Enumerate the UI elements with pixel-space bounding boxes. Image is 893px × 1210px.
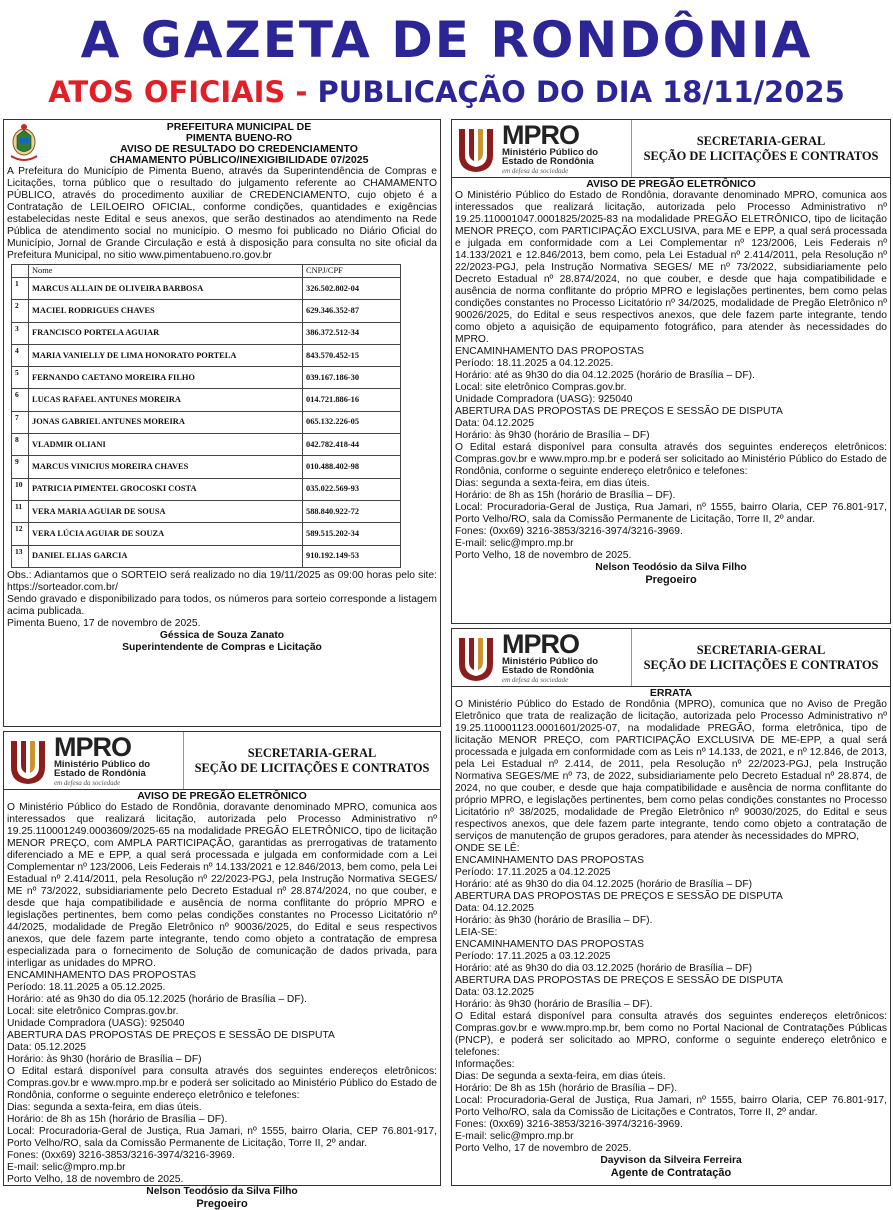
section-heading bbox=[184, 732, 440, 789]
mpro-tagline: em defesa da sociedade bbox=[54, 778, 121, 787]
notice-heading bbox=[41, 122, 437, 166]
row-number-cell: 7 bbox=[12, 411, 29, 433]
text-line: ABERTURA DAS PROPOSTAS DE PREÇOS E SESSÃO DE DISPUTA bbox=[455, 975, 783, 986]
mpro-wordmark bbox=[502, 119, 599, 176]
text-line: Período: 18.11.2025 a 04.12.2025. bbox=[455, 358, 614, 369]
secretaria-geral-label: SECRETARIA-GERAL bbox=[247, 745, 377, 760]
text-line: Fones: (0xx69) 3216-3853/3216-3974/3216-3969. bbox=[455, 1119, 683, 1130]
text-line: ABERTURA DAS PROPOSTAS DE PREÇOS E SESSÃO DE DISPUTA bbox=[455, 891, 783, 902]
hours-lines bbox=[455, 1059, 887, 1095]
text-line: Horário: às 9h30 (horário de Brasília – DF). bbox=[455, 915, 653, 926]
mpro-acronym: MPRO bbox=[502, 119, 579, 150]
row-number-cell: 8 bbox=[12, 434, 29, 456]
date-location: Pimenta Bueno, 17 de novembro de 2025. bbox=[7, 617, 201, 629]
notice-title: AVISO DE PREGÃO ELETRÔNICO bbox=[137, 790, 307, 802]
cnpj-cell: 010.488.402-98 bbox=[303, 456, 401, 478]
mpro-errata-notice bbox=[451, 628, 891, 1186]
cnpj-cell: 386.372.512-34 bbox=[303, 322, 401, 344]
signatory-role: Superintendente de Compras e Licitação bbox=[122, 641, 322, 653]
mpro-emblem-icon bbox=[8, 737, 48, 785]
text-line: ENCAMINHAMENTO DAS PROPOSTAS bbox=[455, 939, 644, 950]
signatory-name: Géssica de Souza Zanato bbox=[159, 629, 285, 641]
edition-subtitle bbox=[0, 72, 893, 112]
name-cell: PATRICIA PIMENTEL GROCOSKI COSTA bbox=[29, 478, 303, 500]
text-line: Período: 17.11.2025 a 04.12.2025 bbox=[455, 867, 611, 878]
text-line: ENCAMINHAMENTO DAS PROPOSTAS bbox=[7, 970, 196, 981]
candidates-table-body bbox=[12, 278, 401, 568]
cnpj-cell: 042.782.418-44 bbox=[303, 434, 401, 456]
signatory-name: Nelson Teodósio da Silva Filho bbox=[595, 562, 747, 573]
intro-paragraph: O Ministério Público do Estado de Rondônia (MPRO), comunica que no Aviso de Pregão Eletrônico que trata de realização de licitação, autorizada pelo Processo Administrativo nº 19.25.110001123.0001601/2025-07, na modalidade PREGÃO, forma eletrônica, tipo de licitação MENOR PREÇO, com PARTICIPAÇÃO EXCLUSIVA DE ME-EPP, a qual será processada e julgada em conformidade com as Leis nº 14.133, de 2021, e nº 12.846, de 2013, pela Lei Estadual nº 2.414, de 2011, pela Resolução nº 22/2023-PGJ, pela Instrução Normativa SEGES/ME nº 73, de 2022, subsidiariamente pelo Decreto Estadual nº 28.874, de 2024, no que couber, e desde que haja compatibilidade e ausência de norma conflitante do próprio MPRO, e legislações pertinentes, bem como pelas condições constantes no Processo Licitatório nº 38/2025, modalidade de Pregão Eletrônico nº 90030/2025, do Edital e seus respectivos anexos, que dele fazem parte integrante, tendo como objeto a contratação de serviços de manutenção de grupos geradores, para atender às necessidades do MPRO, bbox=[455, 699, 887, 842]
mpro-header bbox=[452, 629, 890, 687]
table-row bbox=[12, 278, 401, 300]
name-cell: MARIA VANIELLY DE LIMA HONORATO PORTELA bbox=[29, 344, 303, 366]
text-line: Fones: (0xx69) 3216-3853/3216-3974/3216-3969. bbox=[455, 526, 683, 537]
row-number-cell: 9 bbox=[12, 456, 29, 478]
name-cell: FERNANDO CAETANO MOREIRA FILHO bbox=[29, 367, 303, 389]
mpro-tagline: em defesa da sociedade bbox=[502, 675, 569, 684]
hours-lines bbox=[455, 478, 887, 502]
secretaria-geral-label: SECRETARIA-GERAL bbox=[696, 133, 826, 148]
row-number-cell: 6 bbox=[12, 389, 29, 411]
table-row bbox=[12, 367, 401, 389]
number-column-header bbox=[12, 265, 29, 278]
pimenta-bueno-notice bbox=[3, 119, 441, 727]
schedule-lines bbox=[455, 346, 887, 442]
row-number-cell: 10 bbox=[12, 478, 29, 500]
newspaper-title: A GAZETA DE RONDÔNIA bbox=[80, 11, 813, 69]
notice-body bbox=[4, 166, 440, 654]
text-line: Dias: segunda a sexta-feira, em dias úteis. bbox=[7, 1102, 202, 1113]
table-row bbox=[12, 478, 401, 500]
edital-paragraph: O Edital estará disponível para consulta através dos seguintes endereços eletrônicos: Compras.gov.br e www.mpro.mp.br e poderá ser solicitado ao Ministério Público do Estado de Rondônia, conforme o seguinte endereço eletrônico e telefones: bbox=[7, 1066, 437, 1101]
cnpj-cell: 326.502.802-04 bbox=[303, 278, 401, 300]
heading-line-2: PIMENTA BUENO-RO bbox=[185, 132, 293, 144]
name-cell: FRANCISCO PORTELA AGUIAR bbox=[29, 322, 303, 344]
cnpj-cell: 014.721.886-16 bbox=[303, 389, 401, 411]
heading-line-4: CHAMAMENTO PÚBLICO/INEXIGIBILIDADE 07/2025 bbox=[109, 154, 369, 166]
notice-body bbox=[452, 699, 890, 1179]
hours-lines bbox=[7, 1102, 437, 1126]
edital-paragraph: O Edital estará disponível para consulta através dos seguintes endereços eletrônicos: Compras.gov.br e www.mpro.mp.br e poderá ser solicitado ao Ministério Público do Estado de Rondônia, conforme o seguinte endereço eletrônico e telefones: bbox=[455, 442, 887, 477]
obs-paragraph: Obs.: Adiantamos que o SORTEIO será realizado no dia 19/11/2025 as 09:00 horas pelo site: https://sorteador.com.br/ bbox=[7, 569, 437, 593]
contact-lines bbox=[7, 1150, 437, 1186]
mpro-header bbox=[452, 120, 890, 178]
table-row bbox=[12, 322, 401, 344]
publication-date-label: PUBLICAÇÃO DO DIA 18/11/2025 bbox=[317, 75, 845, 109]
name-cell: MARCUS VINICIUS MOREIRA CHAVES bbox=[29, 456, 303, 478]
table-row bbox=[12, 389, 401, 411]
name-cell: VLADMIR OLIANI bbox=[29, 434, 303, 456]
mpro-logo bbox=[4, 732, 184, 789]
licitacoes-section-label: SEÇÃO DE LICITAÇÕES E CONTRATOS bbox=[643, 657, 879, 672]
text-line: Horário: às 9h30 (horário de Brasília – DF) bbox=[7, 1054, 202, 1065]
table-row bbox=[12, 545, 401, 567]
text-line: Fones: (0xx69) 3216-3853/3216-3974/3216-3969. bbox=[7, 1150, 235, 1161]
signatory-role: Pregoeiro bbox=[196, 1198, 248, 1210]
atos-oficiais-label: ATOS OFICIAIS bbox=[48, 75, 286, 109]
text-line: Unidade Compradora (UASG): 925040 bbox=[455, 394, 633, 405]
mpro-name-line-2: Estado de Rondônia bbox=[502, 665, 594, 676]
signatory-role: Pregoeiro bbox=[645, 574, 697, 586]
table-header-row bbox=[12, 265, 401, 278]
mpro-name-line-1: Ministério Público do bbox=[54, 758, 151, 770]
mpro-header bbox=[4, 732, 440, 790]
text-line: Horário: às 9h30 (horário de Brasília – DF). bbox=[455, 999, 653, 1010]
text-line: ABERTURA DAS PROPOSTAS DE PREÇOS E SESSÃO DE DISPUTA bbox=[7, 1030, 335, 1041]
mpro-emblem-icon bbox=[456, 125, 496, 173]
text-line: Local: site eletrônico Compras.gov.br. bbox=[455, 382, 627, 393]
intro-paragraph: O Ministério Público do Estado de Rondônia, doravante denominado MPRO, comunica aos interessados que realizará licitação, autorizada pelo Processo Administrativo nº 19.25.110001047.0001825/2025-83 na modalidade PREGÃO ELETRÔNICO, tipo de licitação MENOR PREÇO, com PARTICIPAÇÃO EXCLUSIVA, para ME e EPP, a qual será processada e julgada em conformidade com a Lei Complementar nº 123/2006, Leis Federais nº 14.133/2021 e 12.846/2013, bem como, pela Lei Estadual nº 2.414/2011, pela Resolução nº 22/2023-PGJ, pela Instrução Normativa SEGES/ ME nº 73/2022, subsidiariamente pelo Decreto Estadual nº 28.874/2024, no que couber, e desde que haja compatibilidade e ausência de norma conflitante do próprio MPRO e legislações pertinentes, bem como pelas condições constantes no Processo Licitatório nº 34/2025, modalidade de Pregão Eletrônico nº 90026/2025, do Edital e seus respectivos anexos, que dele fazem parte integrante, tendo como objeto a aquisição de equipamento fotográfico, para atender às necessidades do MPRO. bbox=[455, 190, 887, 345]
licitacoes-section-label: SEÇÃO DE LICITAÇÕES E CONTRATOS bbox=[643, 148, 879, 163]
row-number-cell: 5 bbox=[12, 367, 29, 389]
name-cell: MACIEL RODRIGUES CHAVES bbox=[29, 300, 303, 322]
name-cell: DANIEL ELIAS GARCIA bbox=[29, 545, 303, 567]
cnpj-cell: 588.840.922-72 bbox=[303, 500, 401, 522]
table-row bbox=[12, 456, 401, 478]
cnpj-cell: 039.167.186-30 bbox=[303, 367, 401, 389]
text-line: Horário: até as 9h30 do dia 04.12.2025 (horário de Brasília – DF) bbox=[455, 879, 753, 890]
cnpj-cell: 629.346.352-87 bbox=[303, 300, 401, 322]
row-number-cell: 3 bbox=[12, 322, 29, 344]
text-line: Dias: De segunda a sexta-feira, em dias úteis. bbox=[455, 1071, 666, 1082]
text-line: Horário: de 8h as 15h (horário de Brasília – DF). bbox=[455, 490, 676, 501]
text-line: Informações: bbox=[455, 1059, 515, 1070]
address-paragraph: Local: Procuradoria-Geral de Justiça, Rua Jamari, nº 1555, bairro Olaria, CEP 76.801-917, Porto Velho/RO, sala da Comissão Permanente de Licitação, Torre II, 2º andar. bbox=[455, 502, 887, 525]
notice-body bbox=[452, 190, 890, 586]
text-line: Unidade Compradora (UASG): 925040 bbox=[7, 1018, 185, 1029]
obs-paragraph-2: Sendo gravado e disponibilizado para todos, os números para sorteio corresponde a listagem acima publicada. bbox=[7, 593, 437, 617]
notice-title: AVISO DE PREGÃO ELETRÔNICO bbox=[586, 178, 756, 190]
text-line: E-mail: selic@mpro.mp.br bbox=[455, 1131, 574, 1142]
table-row bbox=[12, 434, 401, 456]
table-row bbox=[12, 523, 401, 545]
signatory-name: Nelson Teodósio da Silva Filho bbox=[146, 1186, 298, 1197]
text-line: Data: 03.12.2025 bbox=[455, 987, 535, 998]
cnpj-column-header: CNPJ/CPF bbox=[303, 265, 401, 278]
text-line: Horário: às 9h30 (horário de Brasília – DF) bbox=[455, 430, 650, 441]
signatory-role: Agente de Contratação bbox=[610, 1167, 732, 1179]
row-number-cell: 2 bbox=[12, 300, 29, 322]
section-heading bbox=[632, 120, 890, 177]
address-paragraph: Local: Procuradoria-Geral de Justiça, Rua Jamari, nº 1555, bairro Olaria, CEP 76.801-917, Porto Velho/RO, sala da Comissão Permanente de Licitação, Torre II, 2º andar. bbox=[7, 1126, 437, 1149]
mpro-acronym: MPRO bbox=[54, 731, 131, 762]
row-number-cell: 13 bbox=[12, 545, 29, 567]
mpro-wordmark bbox=[502, 628, 599, 685]
row-number-cell: 4 bbox=[12, 344, 29, 366]
municipal-coat-of-arms-icon bbox=[7, 122, 41, 166]
table-row bbox=[12, 344, 401, 366]
licitacoes-section-label: SEÇÃO DE LICITAÇÕES E CONTRATOS bbox=[194, 760, 430, 775]
text-line: Porto Velho, 18 de novembro de 2025. bbox=[455, 550, 632, 561]
text-line: Horário: até as 9h30 do dia 03.12.2025 (horário de Brasília – DF) bbox=[455, 963, 753, 974]
intro-paragraph: A Prefeitura do Município de Pimenta Bueno, através da Superintendência de Compras e Licitações, torna público que o resultado do julgamento referente ao CHAMAMENTO PÚBLICO, através do procedimento auxiliar de CREDENCIAMENTO, cujo objeto é a Contratação de LEILOEIRO OFICIAL, conforme condições, quantidades e exigências estabelecidas neste Edital e seus anexos, que serão destinados ao atendimento na Rede Pública de atendimento social no município. O mesmo foi publicado no Diário Oficial do Município, Jornal de Grande Circulação e está à disposição para consulta no site oficial da Prefeitura Municipal, no sitio www.pimentabueno.ro.gov.br bbox=[7, 166, 437, 261]
cnpj-cell: 843.570.452-15 bbox=[303, 344, 401, 366]
edital-paragraph: O Edital estará disponível para consulta através dos seguintes endereços eletrônicos: Compras.gov.br e www.mpro.mp.br, bem como no Portal Nacional de Contratações Públicas (PNCP), e poderá ser solicitado ao MPRO, conforme o seguinte endereço eletrônico e telefones: bbox=[455, 1011, 887, 1058]
row-number-cell: 1 bbox=[12, 278, 29, 300]
section-heading bbox=[632, 629, 890, 686]
text-line: ONDE SE LÊ: bbox=[455, 843, 520, 854]
name-cell: JONAS GABRIEL ANTUNES MOREIRA bbox=[29, 411, 303, 433]
secretaria-geral-label: SECRETARIA-GERAL bbox=[696, 642, 826, 657]
text-line: E-mail: selic@mpro.mp.br bbox=[7, 1162, 126, 1173]
text-line: Dias: segunda a sexta-feira, em dias úteis. bbox=[455, 478, 650, 489]
name-cell: VERA LÚCIA AGUIAR DE SOUZA bbox=[29, 523, 303, 545]
schedule-lines bbox=[455, 843, 887, 1011]
name-cell: LUCAS RAFAEL ANTUNES MOREIRA bbox=[29, 389, 303, 411]
cnpj-cell: 910.192.149-53 bbox=[303, 545, 401, 567]
schedule-lines bbox=[7, 970, 437, 1066]
masthead bbox=[0, 0, 893, 118]
address-paragraph: Local: Procuradoria-Geral de Justiça, Rua Jamari, nº 1555, bairro Olaria, CEP 76.801-917, Porto Velho/RO, sala da Comissão de Licitações e Contratos, Torre II, 2º andar. bbox=[455, 1095, 887, 1118]
text-line: Período: 17.11.2025 a 03.12.2025 bbox=[455, 951, 611, 962]
text-line: Horário: até as 9h30 do dia 04.12.2025 (horário de Brasília – DF). bbox=[455, 370, 755, 381]
text-line: Data: 05.12.2025 bbox=[7, 1042, 87, 1053]
text-line: Porto Velho, 17 de novembro de 2025. bbox=[455, 1143, 632, 1154]
mpro-tagline: em defesa da sociedade bbox=[502, 166, 569, 175]
contact-lines bbox=[455, 1119, 887, 1155]
text-line: LEIA-SE: bbox=[455, 927, 498, 938]
mpro-name-line-1: Ministério Público do bbox=[502, 146, 599, 158]
row-number-cell: 12 bbox=[12, 523, 29, 545]
candidates-table bbox=[11, 264, 401, 568]
mpro-logo bbox=[452, 120, 632, 177]
signatory-name: Dayvison da Silveira Ferreira bbox=[600, 1155, 742, 1166]
mpro-name-line-2: Estado de Rondônia bbox=[502, 156, 594, 167]
cnpj-cell: 035.022.569-93 bbox=[303, 478, 401, 500]
table-row bbox=[12, 300, 401, 322]
cnpj-cell: 065.132.226-05 bbox=[303, 411, 401, 433]
text-line: Data: 04.12.2025 bbox=[455, 418, 535, 429]
heading-line-3: AVISO DE RESULTADO DO CREDENCIAMENTO bbox=[120, 143, 358, 155]
table-row bbox=[12, 411, 401, 433]
text-line: Horário: de 8h as 15h (horário de Brasília – DF). bbox=[7, 1114, 228, 1125]
mpro-acronym: MPRO bbox=[502, 628, 579, 659]
text-line: Horário: até as 9h30 do dia 05.12.2025 (horário de Brasília – DF). bbox=[7, 994, 307, 1005]
text-line: ABERTURA DAS PROPOSTAS DE PREÇOS E SESSÃO DE DISPUTA bbox=[455, 406, 783, 417]
mpro-wordmark bbox=[54, 731, 151, 788]
contact-lines bbox=[455, 526, 887, 562]
text-line: Horário: De 8h as 15h (horário de Brasília – DF). bbox=[455, 1083, 678, 1094]
text-line: ENCAMINHAMENTO DAS PROPOSTAS bbox=[455, 855, 644, 866]
text-line: Período: 18.11.2025 a 05.12.2025. bbox=[7, 982, 166, 993]
mpro-pregao-90036-notice bbox=[3, 731, 441, 1210]
mpro-logo bbox=[452, 629, 632, 686]
notice-header bbox=[4, 120, 440, 166]
cnpj-cell: 589.515.202-34 bbox=[303, 523, 401, 545]
table-row bbox=[12, 500, 401, 522]
intro-paragraph: O Ministério Público do Estado de Rondônia, doravante denominado MPRO, comunica aos interessados que realizará licitação, autorizada pelo Processo Administrativo nº 19.25.110001249.0003609/2025-65 na modalidade PREGÃO ELETRÔNICO, tipo de licitação MENOR PREÇO, com AMPLA PARTICIPAÇÃO, garantidas as prerrogativas de tratamento diferenciado a ME e EPP, a qual será processada e julgada em conformidade com a Lei Complementar nº 123/2006, Leis Federais nº 14.133/2021 e 12.846/2013, bem como, pela Lei Estadual nº 2.414/2011, pela Resolução nº 22/2023-PGJ, pela Instrução Normativa SEGES/ ME nº 73/2022, subsidiariamente pelo Decreto Estadual nº 28.874/2024, no que couber, e desde que haja compatibilidade e ausência de norma conflitante do próprio MPRO e legislações pertinentes, bem como pelas condições constantes no Processo Licitatório nº 44/2025, modalidade de Pregão Eletrônico nº 90036/2025, do Edital e seus respectivos anexos, que dele fazem parte integrante, tendo como objeto a contratação de empresa especializada para o fornecimento de Solução de comunicação de dados privada, para interligar as unidades do MPRO. bbox=[7, 802, 437, 969]
text-line: E-mail: selic@mpro.mp.br bbox=[455, 538, 574, 549]
notice-title: ERRATA bbox=[649, 687, 693, 699]
mpro-name-line-2: Estado de Rondônia bbox=[54, 768, 146, 779]
heading-line-1: PREFEITURA MUNICIPAL DE bbox=[166, 121, 312, 133]
mpro-pregao-90026-notice bbox=[451, 119, 891, 624]
notice-body bbox=[4, 802, 440, 1210]
mpro-emblem-icon bbox=[456, 634, 496, 682]
text-line: Porto Velho, 18 de novembro de 2025. bbox=[7, 1174, 184, 1185]
text-line: ENCAMINHAMENTO DAS PROPOSTAS bbox=[455, 346, 644, 357]
text-line: Local: site eletrônico Compras.gov.br. bbox=[7, 1006, 179, 1017]
name-cell: VERA MARIA AGUIAR DE SOUSA bbox=[29, 500, 303, 522]
row-number-cell: 11 bbox=[12, 500, 29, 522]
subtitle-separator: - bbox=[285, 75, 318, 109]
mpro-name-line-1: Ministério Público do bbox=[502, 655, 599, 667]
name-column-header: Nome bbox=[29, 265, 303, 278]
name-cell: MARCUS ALLAIN DE OLIVEIRA BARBOSA bbox=[29, 278, 303, 300]
text-line: Data: 04.12.2025 bbox=[455, 903, 535, 914]
